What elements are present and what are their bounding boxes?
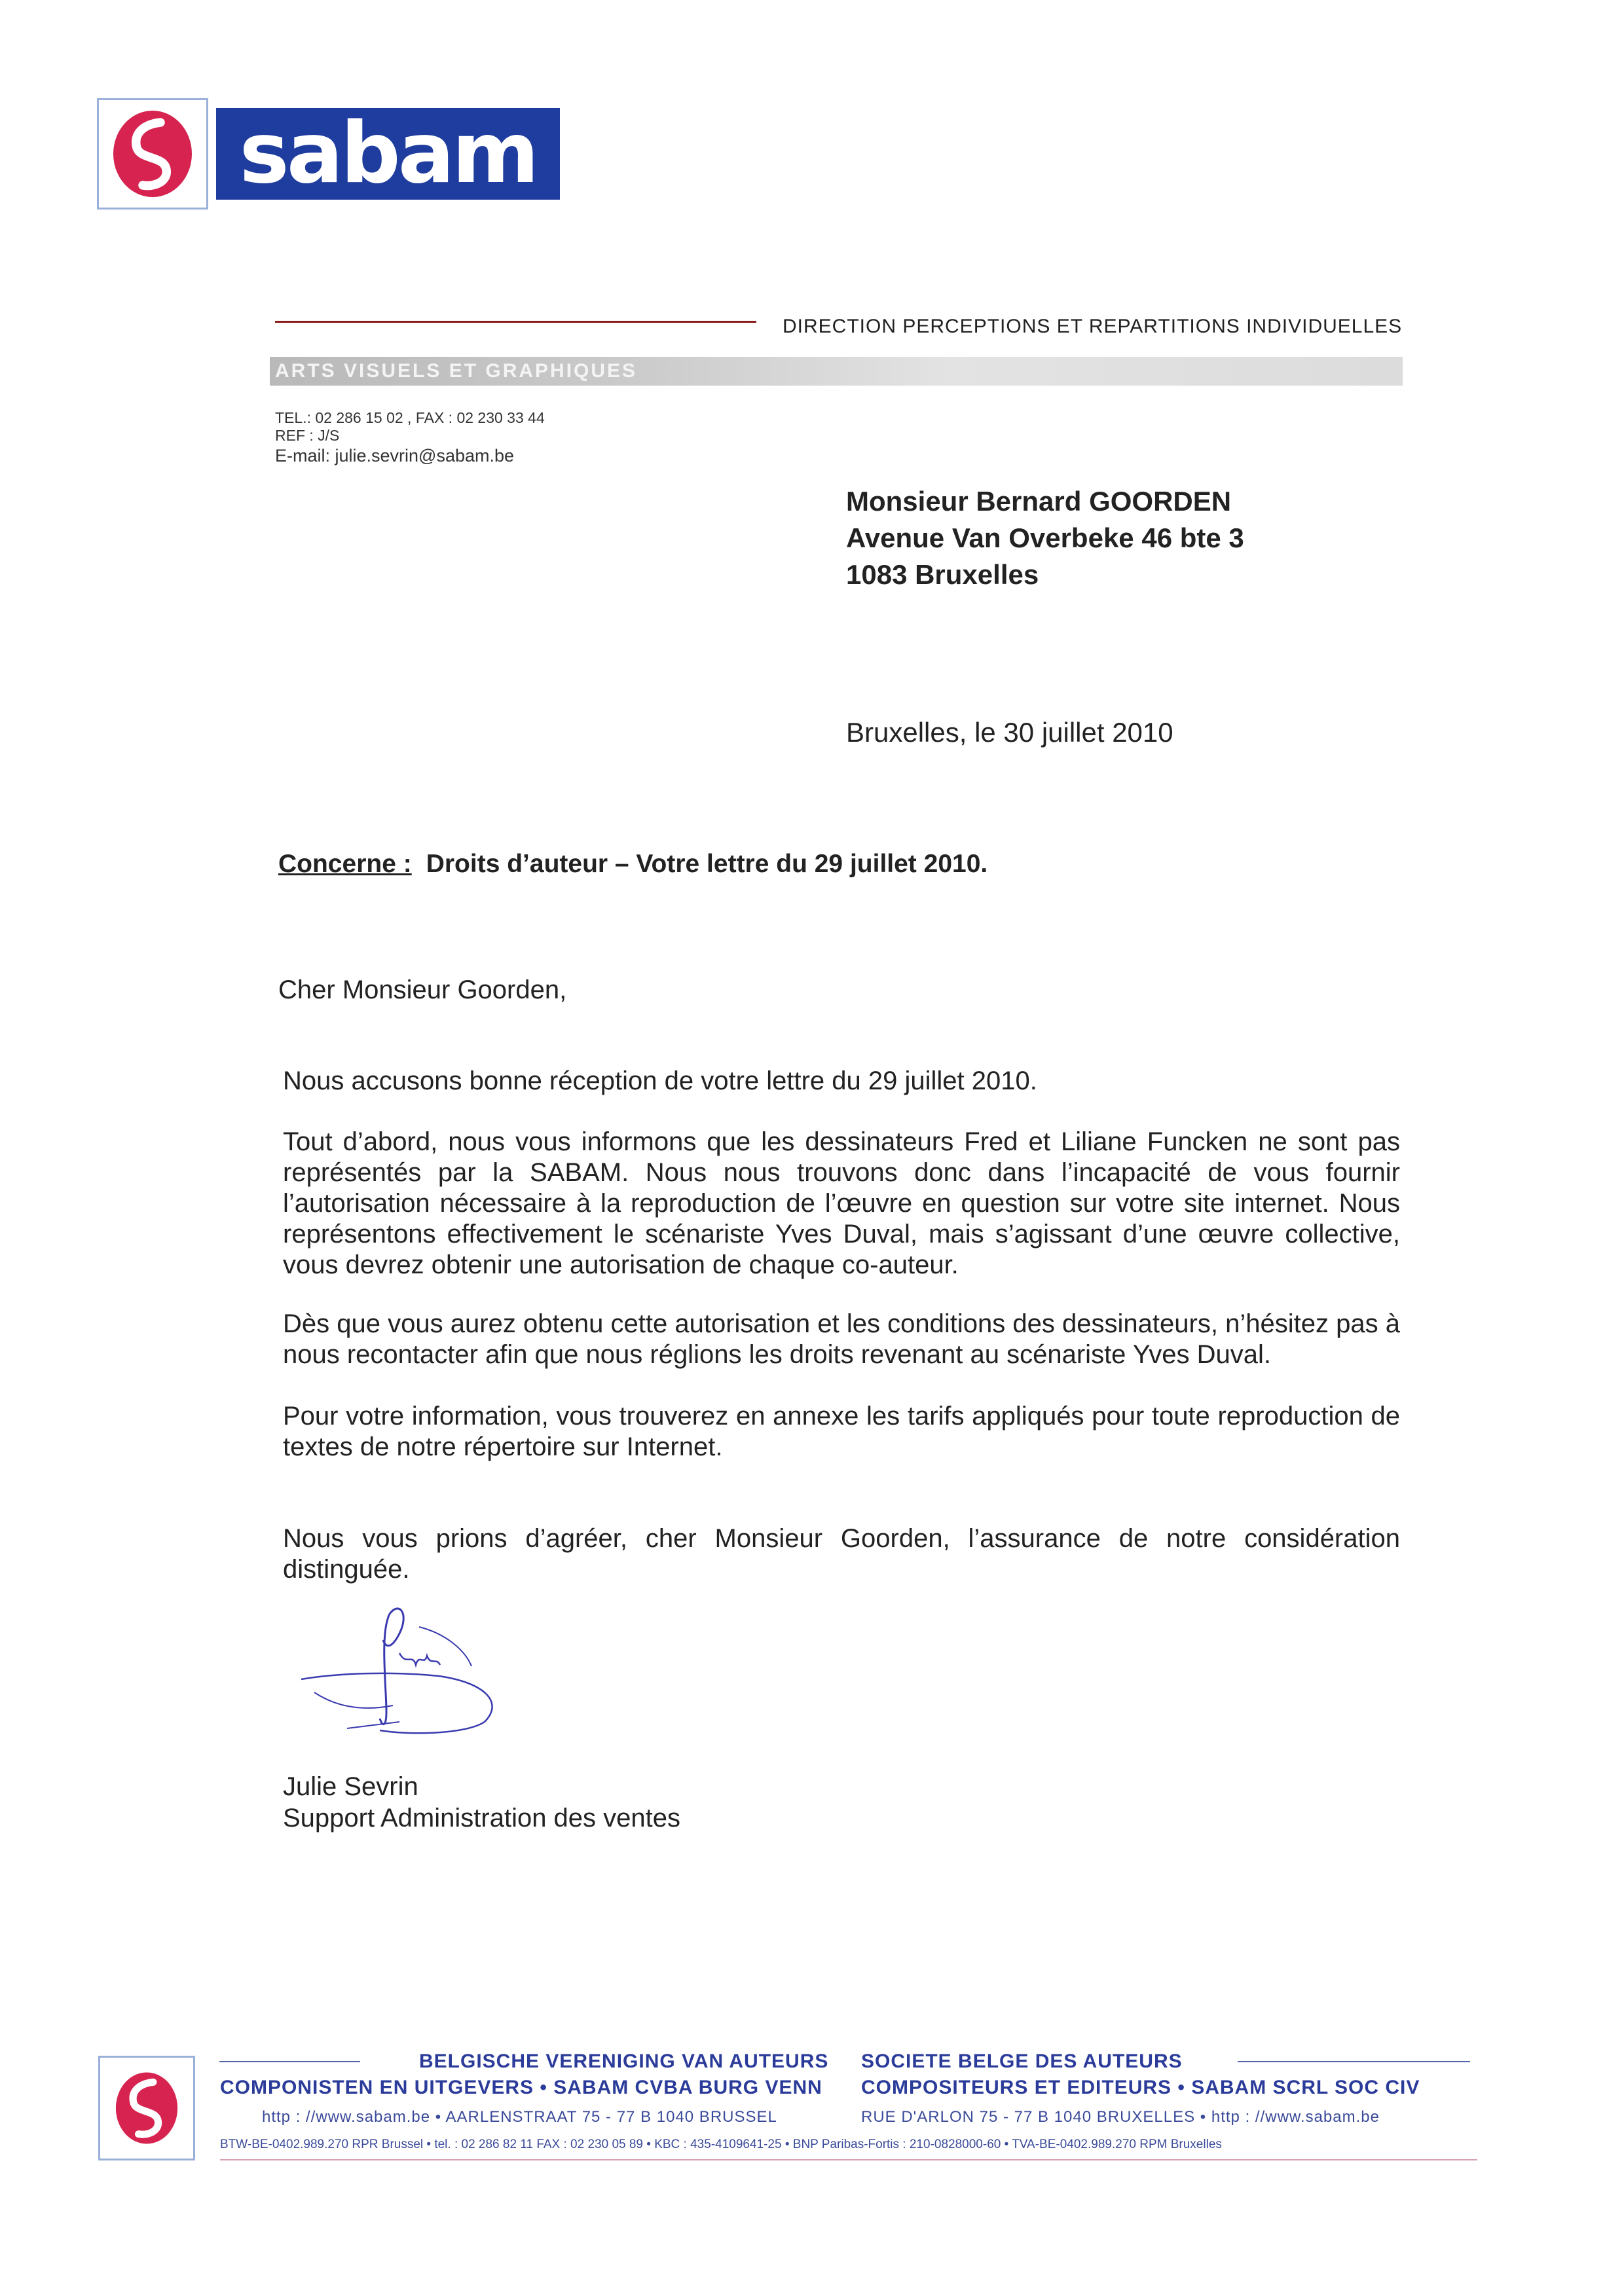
body-paragraph-1: Nous accusons bonne réception de votre lettre du 29 juillet 2010. — [283, 1066, 1037, 1095]
footer-sabam-s-icon — [106, 2068, 187, 2149]
signatory-title: Support Administration des ventes — [283, 1804, 681, 1832]
footer-fr-address: RUE D'ARLON 75 - 77 B 1040 BRUXELLES • http : //www.sabam.be — [861, 2108, 1380, 2126]
recipient-city: 1083 Bruxelles — [846, 559, 1039, 590]
sabam-logo-emblem — [97, 98, 208, 210]
signatory-block — [283, 1771, 680, 1834]
sabam-wordmark: sabam — [216, 108, 560, 200]
signatory-name: Julie Sevrin — [283, 1772, 418, 1801]
footer-fr-title: SOCIETE BELGE DES AUTEURS — [861, 2050, 1183, 2072]
footer-bottom-rule — [220, 2159, 1477, 2160]
reference: REF : J/S — [275, 427, 340, 444]
recipient-address — [846, 483, 1244, 593]
recipient-street: Avenue Van Overbeke 46 bte 3 — [846, 522, 1244, 553]
recipient-name: Monsieur Bernard GOORDEN — [846, 486, 1232, 517]
sabam-s-icon — [103, 105, 202, 203]
footer-nl-subtitle: COMPONISTEN EN UITGEVERS • SABAM CVBA BURG VENN — [220, 2077, 822, 2098]
salutation: Cher Monsieur Goorden, — [278, 975, 567, 1004]
footer-nl-address: http : //www.sabam.be • AARLENSTRAAT 75 - 77 B 1040 BRUSSEL — [262, 2108, 777, 2126]
sender-email: E-mail: julie.sevrin@sabam.be — [275, 446, 515, 465]
subject-label: Concerne : — [278, 850, 412, 878]
footer-legal-info: BTW-BE-0402.989.270 RPR Brussel • tel. : 02 286 82 11 FAX : 02 230 05 89 • KBC : 435-4109641-25 • BNP Paribas-Fortis : 210-0828000-60 • TVA-BE-0402.989.270 RPM Bruxelles — [220, 2138, 1222, 2151]
body-paragraph-4: Pour votre information, vous trouverez en annexe les tarifs appliqués pour toute reproduction de textes de notre répertoire sur Internet. — [283, 1402, 1400, 1461]
body-paragraph-3: Dès que vous aurez obtenu cette autorisation et les conditions des dessinateurs, n’hésitez pas à nous recontacter afin que nous réglions les droits revenant au scénariste Yves Duval. — [283, 1309, 1400, 1369]
footer-rule-left — [219, 2061, 360, 2062]
letter-date: Bruxelles, le 30 juillet 2010 — [846, 717, 1173, 748]
footer-logo-emblem — [98, 2056, 195, 2160]
footer-fr-subtitle: COMPOSITEURS ET EDITEURS • SABAM SCRL SOC CIV — [861, 2077, 1420, 2098]
header-rule — [275, 321, 756, 323]
subject-line — [278, 850, 987, 879]
section-band-label: ARTS VISUELS ET GRAPHIQUES — [275, 360, 638, 382]
tel-fax: TEL.: 02 286 15 02 , FAX : 02 230 33 44 — [275, 409, 545, 426]
sender-contact — [275, 409, 545, 467]
footer-rule-right — [1238, 2061, 1470, 2062]
closing-paragraph: Nous vous prions d’agréer, cher Monsieur Goorden, l’assurance de notre considération distinguée. — [283, 1524, 1400, 1584]
subject-text: Droits d’auteur – Votre lettre du 29 juillet 2010. — [426, 850, 988, 878]
handwritten-signature — [288, 1588, 511, 1745]
department-title: DIRECTION PERCEPTIONS ET REPARTITIONS INDIVIDUELLES — [783, 316, 1403, 337]
body-paragraph-2: Tout d’abord, nous vous informons que les dessinateurs Fred et Liliane Funcken ne sont pas représentés par la SABAM. Nous nous trouvons donc dans l’incapacité de vous fournir l’autorisation nécessaire à la reproduction de l’œuvre en question sur votre site internet. Nous représentons effectivement le scénariste Yves Duval, mais s’agissant d’une œuvre collective, vous devrez obtenir une autorisation de chaque co-auteur. — [283, 1127, 1400, 1279]
footer-nl-title: BELGISCHE VERENIGING VAN AUTEURS — [419, 2050, 829, 2072]
